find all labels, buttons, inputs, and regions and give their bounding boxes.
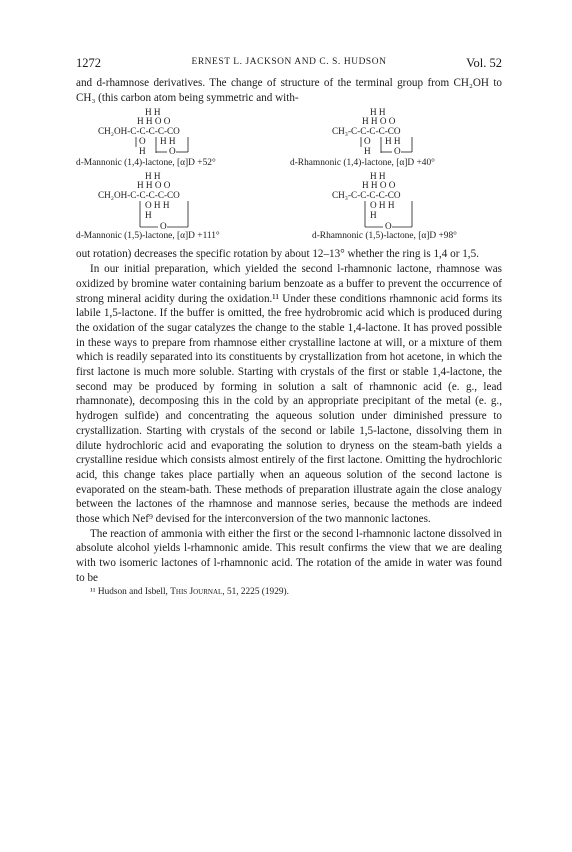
running-header (76, 56, 502, 76)
formula-ring-o-label: O (364, 136, 371, 147)
formula-chain: CH₃-C-C-C-C-CO (332, 126, 401, 137)
caption-rhamnonic-15: d-Rhamnonic (1,5)-lactone, [α]D +98° (312, 231, 457, 242)
formula-bottom-h: H (370, 210, 377, 221)
formula-mannonic-14 (98, 107, 228, 165)
formula-mannonic-15 (98, 171, 228, 237)
formula-ring-o: O (385, 221, 392, 232)
formula-top-h: H H (145, 171, 161, 182)
formula-lower-h: H H (160, 136, 176, 147)
formula-second-row: H H O O (137, 116, 171, 127)
formula-top-h: H H (370, 171, 386, 182)
footnote-marker: ¹¹ (90, 586, 96, 597)
formula-ring-o: O (160, 221, 167, 232)
formula-bottom-h: H (364, 146, 371, 157)
page-number: 1272 (76, 56, 101, 70)
formula-rhamnonic-14 (332, 107, 462, 165)
formula-second-row: H H O O (362, 116, 396, 127)
formula-ring-o-label: O (139, 136, 146, 147)
formula-chain: CH₂OH-C-C-C-C-CO (98, 126, 180, 137)
formula-lower-row: O H H (370, 200, 395, 211)
formula-chain: CH₂OH-C-C-C-C-CO (98, 190, 180, 201)
formula-lower-row: O H H (145, 200, 170, 211)
formula-chain: CH₃-C-C-C-C-CO (332, 190, 401, 201)
footnote-11 (90, 587, 502, 597)
running-authors: ERNEST L. JACKSON AND C. S. HUDSON (191, 57, 387, 67)
formula-bottom-h: H (145, 210, 152, 221)
footnote-citation: 51, 2225 (1929). (226, 586, 289, 597)
footnote-authors: Hudson and Isbell, (97, 586, 168, 597)
formula-top-h: H H (370, 107, 386, 118)
caption-rhamnonic-14: d-Rhamnonic (1,4)-lactone, [α]D +40° (290, 158, 435, 169)
footnote-journal: This Journal, (170, 586, 225, 597)
formula-ring-o: O (169, 146, 176, 157)
volume-label: Vol. 52 (466, 56, 502, 70)
intro-paragraph: and d-rhamnose derivatives. The change of structure of the terminal group from CH₂OH to CH₃ (this carbon atom being symmetric and with- (76, 77, 502, 104)
formula-bottom-h: H (139, 146, 146, 157)
formula-ring-o: O (394, 146, 401, 157)
journal-page (76, 56, 502, 597)
formula-second-row: H H O O (362, 180, 396, 191)
formula-second-row: H H O O (137, 180, 171, 191)
structural-formulas (76, 107, 502, 247)
formula-top-h: H H (145, 107, 161, 118)
formula-lower-h: H H (385, 136, 401, 147)
formula-rhamnonic-15 (332, 171, 462, 237)
caption-mannonic-14: d-Mannonic (1,4)-lactone, [α]D +52° (76, 158, 216, 169)
paragraph-rotation: out rotation) decreases the specific rotation by about 12–13° whether the ring is 1,4 or 1,5. (76, 248, 479, 261)
paragraph-preparation: In our initial preparation, which yielded the second l-rhamnonic lactone, rhamnose was oxidized by bromine water containing barium benzoate as a buffer to prevent the occurrence of strong mineral acidity during the oxidation.¹¹ Under these conditions rhamnonic acid forms its labile 1,5-lactone. If the buffer is omitted, the free hydrobromic acid which is produced during the oxidation of the sugar catalyzes the change to the stable 1,4-lactone. It has proved possible in these ways to prepare from rhamnose either crystalline lactone at will, or a mixture of them which is readily separated into its constituents by crystallization from hot acetone, in which the first lactone is much more soluble. Starting with crystals of the first or stable 1,4-lactone, the second may be produced by forming in solution a salt of rhamnonic acid (e. g., lead rhamnonate), decomposing this in the cold by an appropriate precipitant of the metal (e. g., hydrogen sulfide) and concentrating the aqueous solution under diminished pressure to crystallization. Starting with crystals of the second or labile 1,5-lactone, dissolving them in dilute hydrochloric acid and evaporating the solution to dryness on the steam-bath yields a crystalline residue which consists almost entirely of the first lactone. Omitting the hydrochloric acid, this change takes place partially when an aqueous solution of the second lactone is evaporated on the steam-bath. These methods of preparation illustrate again the close analogy between the lactones of the rhamnose and mannose series, because the methods are indeed those which Nef⁹ devised for the interconversion of the two mannonic lactones. (76, 263, 502, 526)
paragraph-ammonia: The reaction of ammonia with either the first or the second l-rhamnonic lactone dissolved in absolute alcohol yields l-rhamnonic amide. This result confirms the view that we are dealing with two isomeric lactones of l-rhamnonic acid. The rotation of the amide in water was found to be (76, 527, 502, 584)
caption-mannonic-15: d-Mannonic (1,5)-lactone, [α]D +111° (76, 231, 220, 242)
